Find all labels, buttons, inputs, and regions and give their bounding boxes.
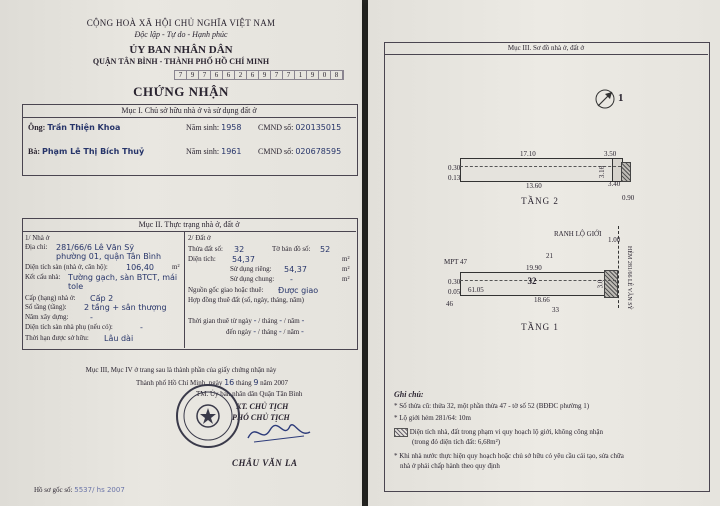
floor1-hatched-area (604, 270, 618, 298)
dim-f1-h: 3.0 (596, 279, 605, 289)
serial-digit: 7 (283, 71, 295, 79)
owner-label: Ông: (28, 123, 46, 132)
private-use-label: Sử dụng riêng: (230, 265, 272, 273)
signer-role-2: PHÓ CHỦ TỊCH (232, 413, 290, 422)
lot-number: 32 (527, 276, 537, 286)
section3-title: Mục III. Sơ đồ nhà ở, đất ở (507, 44, 585, 52)
id-label: CMND số: (258, 147, 294, 156)
hatch-legend-icon (394, 428, 408, 437)
lot-label: Thửa đất số: (188, 245, 223, 253)
owner-1-birth (186, 123, 241, 132)
road-label: HẺM 281/66 LÊ VĂN SỸ (626, 246, 632, 310)
shared-use-value: - (290, 275, 293, 284)
unit-m2: m² (342, 255, 350, 263)
shared-use-label: Sử dụng chung: (230, 275, 275, 283)
certificate-back-page (368, 0, 720, 506)
record-value: 5537/ hs 2007 (74, 486, 125, 494)
neighbour-21: 21 (546, 252, 553, 260)
aux-area-value: - (140, 323, 143, 332)
section2-title: Mục II. Thực trạng nhà ở, đất ở (138, 220, 240, 229)
unit-m2: m² (172, 263, 180, 271)
section1-title: Mục I. Chủ sở hữu nhà ở và sử dụng đất ở (121, 106, 257, 115)
sheet-value: 52 (320, 245, 331, 254)
id-number: 020135015 (295, 123, 342, 132)
month-label: tháng (236, 379, 252, 387)
signer-role-1: KT. CHỦ TỊCH (236, 402, 289, 411)
note-item: * Số thửa cũ: thửa 32, một phần thửa 47 - tờ số 52 (BĐĐC phường 1) (394, 402, 590, 410)
floor1-label: TẦNG 1 (521, 322, 559, 332)
column-divider (184, 231, 185, 348)
note-text: nhà ở phải chấp hành theo quy định (400, 462, 500, 470)
national-title: CỘNG HOÀ XÃ HỘI CHỦ NGHĨA VIỆT NAM (86, 18, 276, 28)
dim-f2-top: 17.10 (520, 150, 536, 158)
birth-label: Năm sinh: (186, 147, 220, 156)
floor-area-label: Diện tích sàn (nhà ở, căn hộ): (25, 263, 108, 271)
birth-year: 1958 (221, 123, 242, 132)
area-value: 54,37 (232, 255, 255, 264)
annex-note: Mục III, Mục IV ở trang sau là thành phần của giấy chứng nhận này (85, 366, 277, 374)
official-seal (176, 384, 240, 448)
record-label: Hồ sơ gốc số: (34, 486, 73, 494)
serial-digit: 9 (187, 71, 199, 79)
serial-digit: 6 (211, 71, 223, 79)
boundary-label: RANH LỘ GIỚI (554, 230, 602, 238)
id-label: CMND số: (258, 123, 294, 132)
certificate-title: CHỨNG NHẬN (133, 84, 229, 99)
ownership-term-label: Thời hạn được sở hữu: (25, 334, 89, 342)
floor2-label: TẦNG 2 (521, 196, 559, 206)
serial-digit: 7 (175, 71, 187, 79)
floor-area-value: 106,40 (126, 263, 154, 272)
dim-f1-l2: 0.05 (448, 288, 461, 296)
mpt-label: MPT 47 (444, 258, 468, 266)
dim-f1-inner: 18.66 (534, 296, 550, 304)
note-text: Diện tích nhà, đất trong phạm vi quy hoạch lộ giới, không công nhận (409, 428, 603, 437)
neighbour-46: 46 (446, 300, 453, 308)
house-heading: 1/ Nhà ở (25, 234, 50, 242)
year-dash: - (301, 316, 305, 325)
note-text: Lộ giới hẻm 281/64: 10m (399, 414, 472, 422)
issue-month: 9 (253, 378, 259, 387)
address-label: Địa chỉ: (25, 243, 48, 251)
serial-number-boxes (174, 70, 344, 80)
address-line-1: 281/66/6 Lê Văn Sỹ (56, 243, 135, 252)
address-line-2: phường 01, quận Tân Bình (56, 252, 162, 261)
note-item: * Lộ giới hẻm 281/64: 10m (394, 414, 472, 422)
owner-1-id (258, 123, 341, 132)
area-label: Diện tích: (188, 255, 216, 263)
dim-f1-top: 19.90 (526, 264, 542, 272)
term-from-label: Thời gian thuê từ ngày (188, 317, 252, 325)
owner-2 (28, 147, 144, 156)
lease-to-row: đến ngày - / tháng - / năm - (226, 327, 304, 336)
land-heading: 2/ Đất ở (188, 234, 211, 242)
storeys-value: 2 tầng + sân thượng (84, 303, 167, 312)
owner-1 (28, 123, 120, 132)
dim-f1-left: 61.05 (468, 286, 484, 294)
divider (22, 231, 356, 232)
owner-name: Trần Thiện Khoa (47, 123, 121, 132)
note-text: Khi nhà nước thực hiện quy hoạch hoặc chủ sở hữu có yêu cầu cải tạo, sửa chữa (399, 452, 624, 460)
neighbour-33: 33 (552, 306, 559, 314)
serial-digit: 9 (307, 71, 319, 79)
structure-label: Kết cấu nhà: (25, 273, 61, 281)
owner-label: Bà: (28, 147, 40, 156)
issue-day: 16 (224, 378, 235, 387)
north-arrow-icon (594, 88, 616, 110)
year-dash: - (301, 327, 304, 336)
section3-box (384, 42, 710, 492)
month-dash: - (278, 327, 282, 336)
day-dash: - (253, 327, 257, 336)
grade-label: Cấp (hạng) nhà ở: (25, 294, 76, 302)
serial-digit: 8 (331, 71, 343, 79)
signer-name: CHÂU VĂN LA (232, 458, 298, 468)
note-item (394, 428, 603, 437)
dim-f2-r3: 0.90 (622, 194, 635, 202)
floor2-hatched-area (621, 162, 631, 182)
lot-value: 32 (234, 245, 245, 254)
structure-line-2: tole (68, 282, 84, 291)
private-use-value: 54,37 (284, 265, 307, 274)
divider (384, 54, 708, 55)
dim-f2-inner: 13.60 (526, 182, 542, 190)
record-number (34, 486, 125, 494)
unit-m2: m² (342, 275, 350, 283)
sheet-label: Tờ bản đồ số: (272, 245, 311, 253)
owner-2-birth (186, 147, 241, 156)
serial-digit: 7 (199, 71, 211, 79)
dim-f2-left: 0.30 (448, 164, 461, 172)
serial-digit: 6 (247, 71, 259, 79)
month-dash: - (279, 316, 283, 325)
serial-digit: 9 (259, 71, 271, 79)
serial-digit: 7 (271, 71, 283, 79)
national-motto: Độc lập - Tự do - Hạnh phúc (134, 30, 228, 39)
dim-f1-right: 1.00 (608, 236, 621, 244)
month-label: tháng (261, 317, 278, 325)
grade-value: Cấp 2 (90, 294, 114, 303)
issue-year: 2007 (273, 379, 288, 387)
serial-digit: 6 (223, 71, 235, 79)
dim-f2-l2: 0.13 (448, 174, 461, 182)
north-label: 1 (618, 92, 624, 104)
birth-year: 1961 (221, 147, 242, 156)
serial-digit: 2 (235, 71, 247, 79)
birth-label: Năm sinh: (186, 123, 220, 132)
district-name: QUẬN TÂN BÌNH - THÀNH PHỐ HỒ CHÍ MINH (92, 57, 270, 66)
lease-contract-label: Hợp đồng thuê đất (số, ngày, tháng, năm) (188, 296, 305, 304)
term-to-label: đến ngày (226, 328, 252, 336)
day-dash: - (253, 316, 257, 325)
storeys-label: Số tầng (tầng): (25, 303, 67, 311)
floor2-outline (460, 158, 613, 182)
ownership-term-value: Lâu dài (104, 334, 134, 343)
unit-m2: m² (342, 265, 350, 273)
dim-f1-l1: 0.30 (448, 278, 461, 286)
note-text: Số thửa cũ: thửa 32, một phần thửa 47 - tờ số 52 (BĐĐC phường 1) (399, 402, 590, 410)
seal-emblem-icon (178, 386, 238, 446)
structure-line-1: Tường gạch, sàn BTCT, mái (68, 273, 178, 282)
owner-2-id (258, 147, 341, 156)
note-text: (trong đó diện tích đất: 6,68m²) (412, 438, 501, 446)
lease-from-row: Thời gian thuê từ ngày - / tháng - / năm - (188, 316, 305, 325)
signature-icon (244, 418, 314, 446)
issuing-org: TM. Ủy ban nhân dân Quận Tân Bình (196, 390, 303, 398)
year-label: năm (287, 328, 300, 336)
year-label: năm (287, 317, 300, 325)
serial-digit: 0 (319, 71, 331, 79)
built-year-value: - (90, 313, 93, 322)
divider (22, 117, 356, 118)
serial-digit: 1 (295, 71, 307, 79)
note-item: * Khi nhà nước thực hiện quy hoạch hoặc chủ sở hữu có yêu cầu cải tạo, sửa chữa (394, 452, 624, 460)
origin-label: Nguồn gốc giao hoặc thuê: (188, 286, 264, 294)
owner-name: Phạm Lê Thị Bích Thuỷ (42, 147, 145, 156)
floor2-dashed-line (460, 166, 621, 167)
dim-f2-r2: 3.40 (608, 180, 621, 188)
place-date-prefix: Thành phố Hồ Chí Minh, ngày (136, 379, 223, 387)
aux-area-label: Diện tích sàn nhà phụ (nếu có): (25, 323, 113, 331)
dim-f2-right: 3.50 (604, 150, 617, 158)
year-label: năm (260, 379, 273, 387)
month-label: tháng (261, 328, 278, 336)
dim-f2-h: 3.16 (598, 165, 607, 179)
origin-value: Được giao (278, 286, 319, 295)
notes-heading: Ghi chú: (394, 390, 424, 399)
committee-name: ỦY BAN NHÂN DÂN (129, 44, 233, 56)
id-number: 020678595 (295, 147, 342, 156)
built-year-label: Năm xây dựng: (25, 313, 69, 321)
